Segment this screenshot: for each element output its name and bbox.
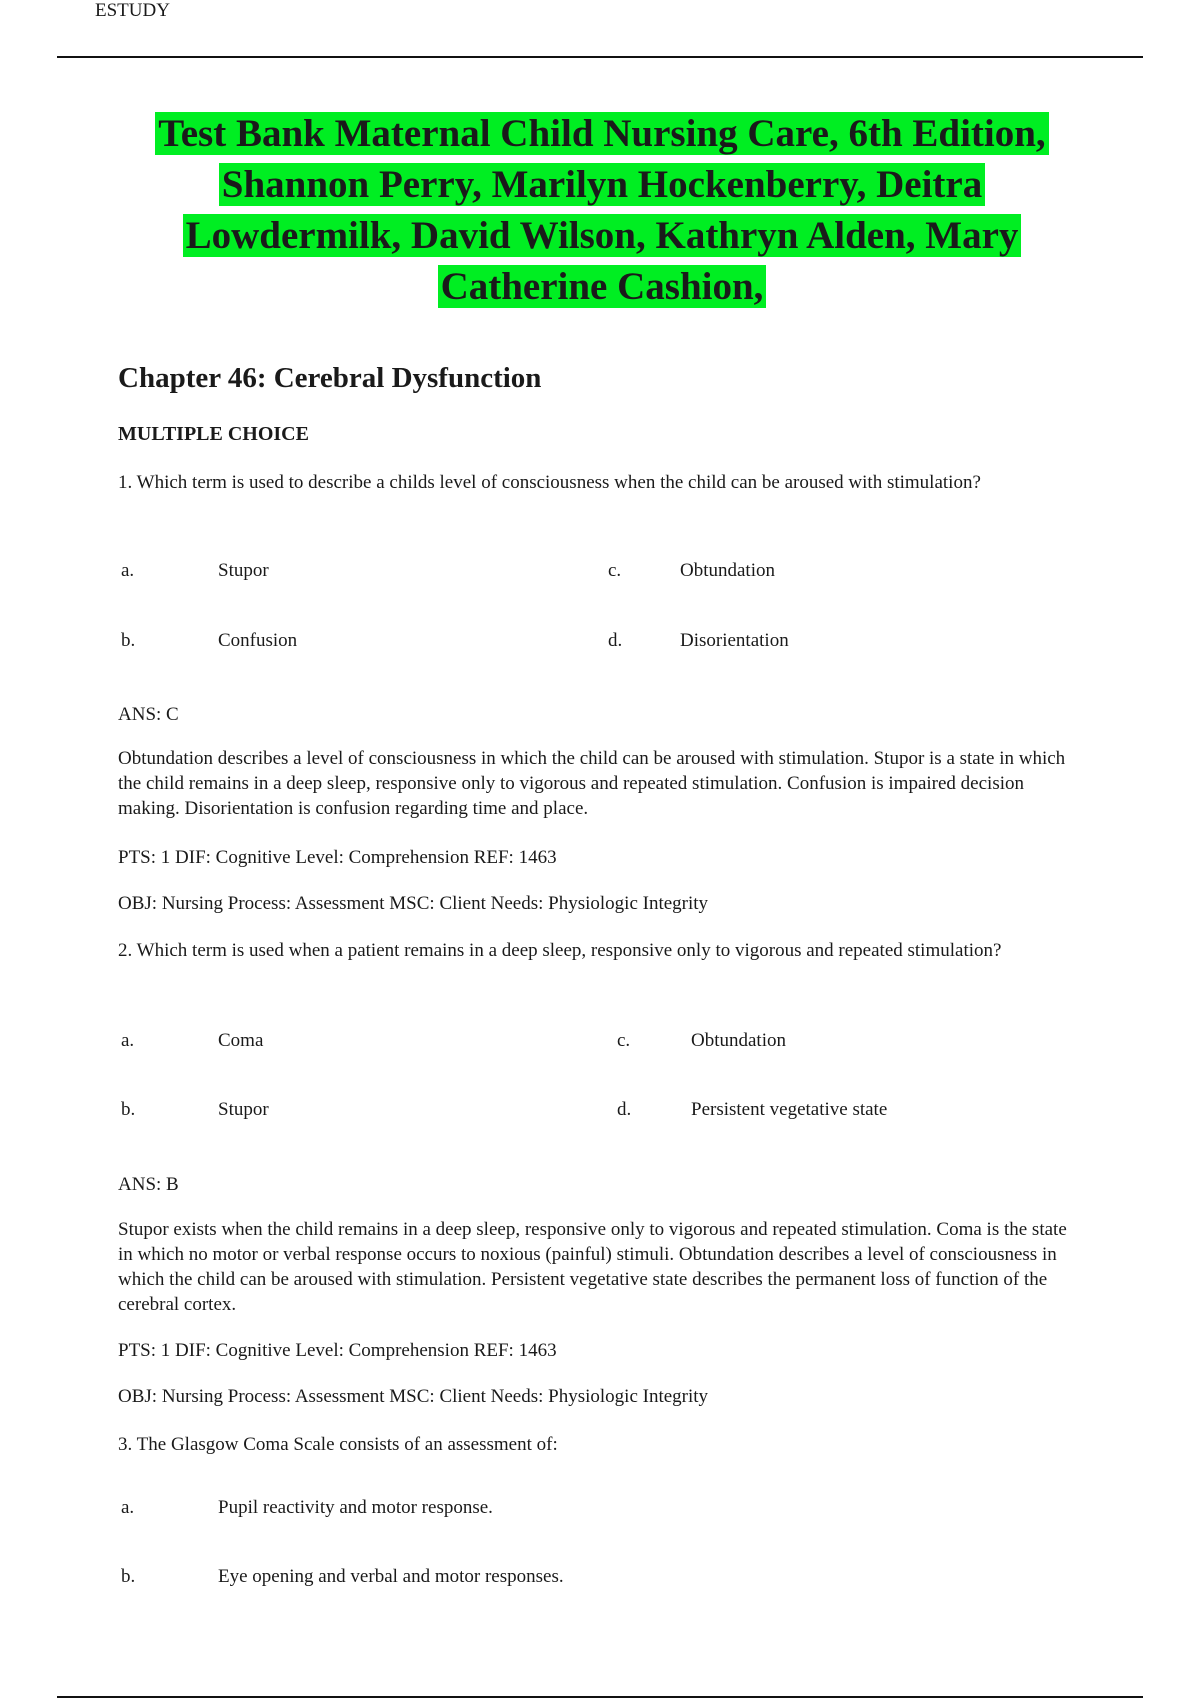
q1-option-b-letter: b.: [121, 630, 136, 651]
q1-option-a-text: Stupor: [218, 560, 269, 581]
header-divider: [57, 56, 1143, 58]
q3-option-b-letter: b.: [121, 1566, 136, 1587]
q2-option-d-letter: d.: [617, 1099, 632, 1120]
question-1-text: 1. Which term is used to describe a childs level of consciousness when the child can be aroused with stimulation?: [118, 472, 981, 493]
title-line: Test Bank Maternal Child Nursing Care, 6th Edition,: [120, 108, 1084, 159]
title-line: Lowdermilk, David Wilson, Kathryn Alden, Mary: [120, 210, 1084, 261]
q1-option-d-text: Disorientation: [680, 630, 789, 651]
q2-option-a-letter: a.: [121, 1030, 135, 1051]
q2-answer: ANS: B: [118, 1174, 179, 1195]
q2-pts: PTS: 1 DIF: Cognitive Level: Comprehension REF: 1463: [118, 1340, 557, 1361]
q2-option-c-letter: c.: [617, 1030, 631, 1051]
q3-option-a-letter: a.: [121, 1497, 135, 1518]
title-line: Shannon Perry, Marilyn Hockenberry, Deitra: [120, 159, 1084, 210]
q1-option-b-text: Confusion: [218, 630, 298, 651]
section-heading: MULTIPLE CHOICE: [118, 423, 309, 445]
q3-option-b-text: Eye opening and verbal and motor responses.: [218, 1566, 564, 1587]
document-title: [120, 108, 1084, 312]
question-2-text: 2. Which term is used when a patient remains in a deep sleep, responsive only to vigorous and repeated stimulation?: [118, 940, 1002, 961]
q1-option-d-letter: d.: [608, 630, 623, 651]
title-line: Catherine Cashion,: [120, 261, 1084, 312]
q1-option-a-letter: a.: [121, 560, 135, 581]
q3-option-a-text: Pupil reactivity and motor response.: [218, 1497, 493, 1518]
q1-option-c-letter: c.: [608, 560, 622, 581]
question-3-text: 3. The Glasgow Coma Scale consists of an assessment of:: [118, 1434, 558, 1455]
q2-option-d-text: Persistent vegetative state: [691, 1099, 888, 1120]
footer-divider: [57, 1696, 1143, 1698]
q2-option-c-text: Obtundation: [691, 1030, 786, 1051]
chapter-heading: Chapter 46: Cerebral Dysfunction: [118, 362, 542, 394]
q2-option-b-text: Stupor: [218, 1099, 269, 1120]
q2-option-b-letter: b.: [121, 1099, 136, 1120]
q2-option-a-text: Coma: [218, 1030, 264, 1051]
q1-obj: OBJ: Nursing Process: Assessment MSC: Client Needs: Physiologic Integrity: [118, 893, 709, 914]
q2-rationale: Stupor exists when the child remains in a deep sleep, responsive only to vigorous and repeated stimulation. Coma is the state in which no motor or verbal response occurs to noxious (painful) stimuli. Obtundation describes a level of consciousness in which the child can be aroused with stimulation. Persistent vegetative state describes the permanent loss of function of the cerebral cortex.: [118, 1219, 1067, 1315]
q2-obj: OBJ: Nursing Process: Assessment MSC: Client Needs: Physiologic Integrity: [118, 1386, 709, 1407]
q1-pts: PTS: 1 DIF: Cognitive Level: Comprehension REF: 1463: [118, 847, 557, 868]
q1-answer: ANS: C: [118, 704, 179, 725]
site-label: ESTUDY: [95, 0, 170, 21]
q1-option-c-text: Obtundation: [680, 560, 775, 581]
q1-rationale: Obtundation describes a level of consciousness in which the child can be aroused with stimulation. Stupor is a state in which the child remains in a deep sleep, responsive only to vigorous and repeated stimulation. Confusion is impaired decision making. Disorientation is confusion regarding time and place.: [118, 748, 1066, 819]
